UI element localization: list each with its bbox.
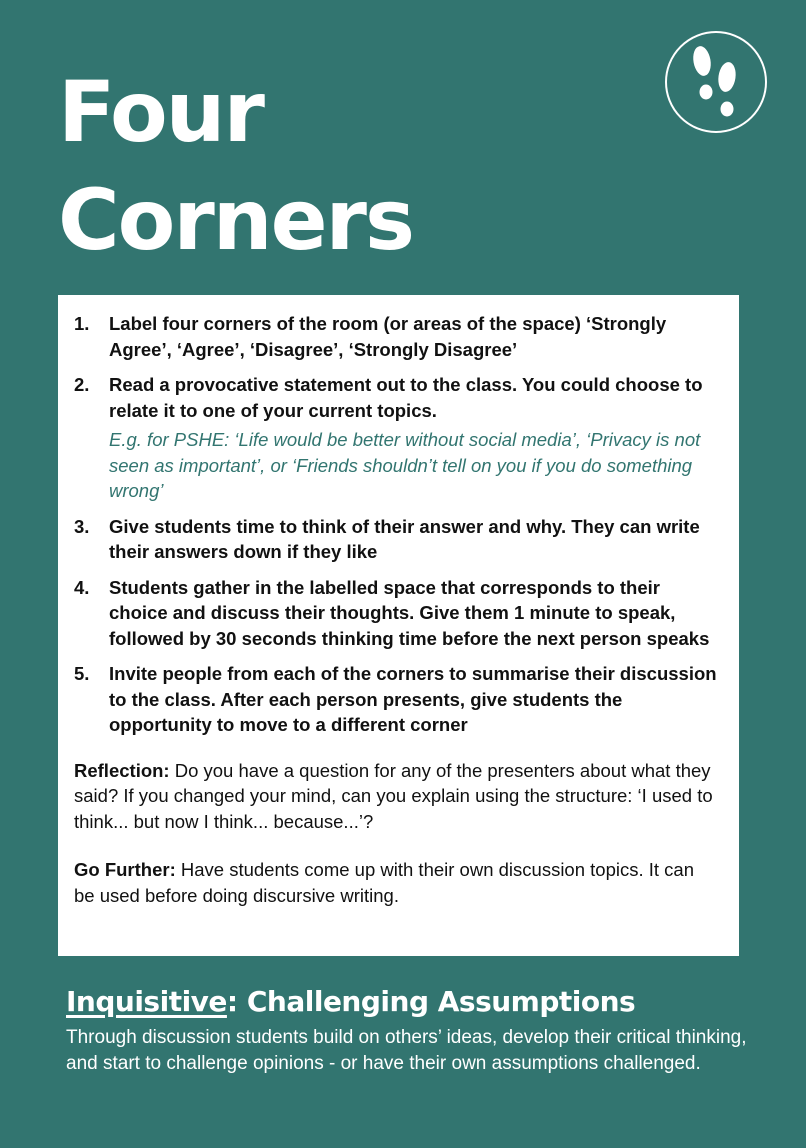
steps-list — [74, 311, 717, 738]
step-text: Give students time to think of their answer and why. They can write their answers down if they like — [109, 515, 700, 562]
step-number: 2. — [74, 374, 90, 395]
reflection-paragraph — [74, 758, 717, 835]
footprints-icon — [664, 30, 768, 134]
step-text: Label four corners of the room (or areas of the space) ‘Strongly Agree’, ‘Agree’, ‘Disagree’, ‘Strongly Disagree’ — [109, 313, 667, 360]
go-further-text: Have students come up with their own discussion topics. It can be used before doing discursive writing. — [74, 859, 695, 906]
title-line-2: Corners — [58, 171, 413, 269]
list-item — [74, 372, 717, 504]
step-text: Read a provocative statement out to the class. You could choose to relate it to one of your current topics. — [109, 374, 703, 421]
footer-text: Through discussion students build on others’ ideas, develop their critical thinking, and start to challenge opinions - or have their own assumptions challenged. — [66, 1027, 747, 1074]
step-number: 5. — [74, 663, 90, 684]
page-title — [58, 58, 413, 274]
step-number: 3. — [74, 515, 90, 537]
reflection-label: Reflection: — [74, 759, 170, 781]
go-further-label: Go Further: — [74, 859, 176, 880]
step-number: 4. — [74, 576, 90, 598]
step-example: E.g. for PSHE: ‘Life would be better without social media’, ‘Privacy is not seen as important’, or ‘Friends shouldn’t tell on you if you do something wrong’ — [109, 429, 701, 501]
footer-heading — [66, 984, 635, 1020]
list-item — [74, 514, 717, 565]
list-item — [74, 311, 717, 362]
list-item — [74, 575, 717, 652]
footer-heading-rest: : Challenging Assumptions — [226, 985, 636, 1018]
step-number: 1. — [74, 313, 90, 334]
reflection-text: Do you have a question for any of the presenters about what they said? If you changed your mind, can you explain using the structure: ‘I used to think... but now I think... because...’? — [74, 759, 713, 832]
step-text: Invite people from each of the corners to summarise their discussion to the class. After each person presents, give students the opportunity to move to a different corner — [109, 663, 717, 735]
instructions-card — [58, 295, 739, 956]
footer-heading-underlined: Inquisitive — [66, 985, 227, 1018]
go-further-paragraph — [74, 857, 717, 908]
list-item — [74, 661, 717, 738]
step-text: Students gather in the labelled space that corresponds to their choice and discuss their thoughts. Give them 1 minute to speak, followed by 30 seconds thinking time before the next person speaks — [109, 576, 710, 649]
title-line-1: Four — [58, 63, 263, 161]
